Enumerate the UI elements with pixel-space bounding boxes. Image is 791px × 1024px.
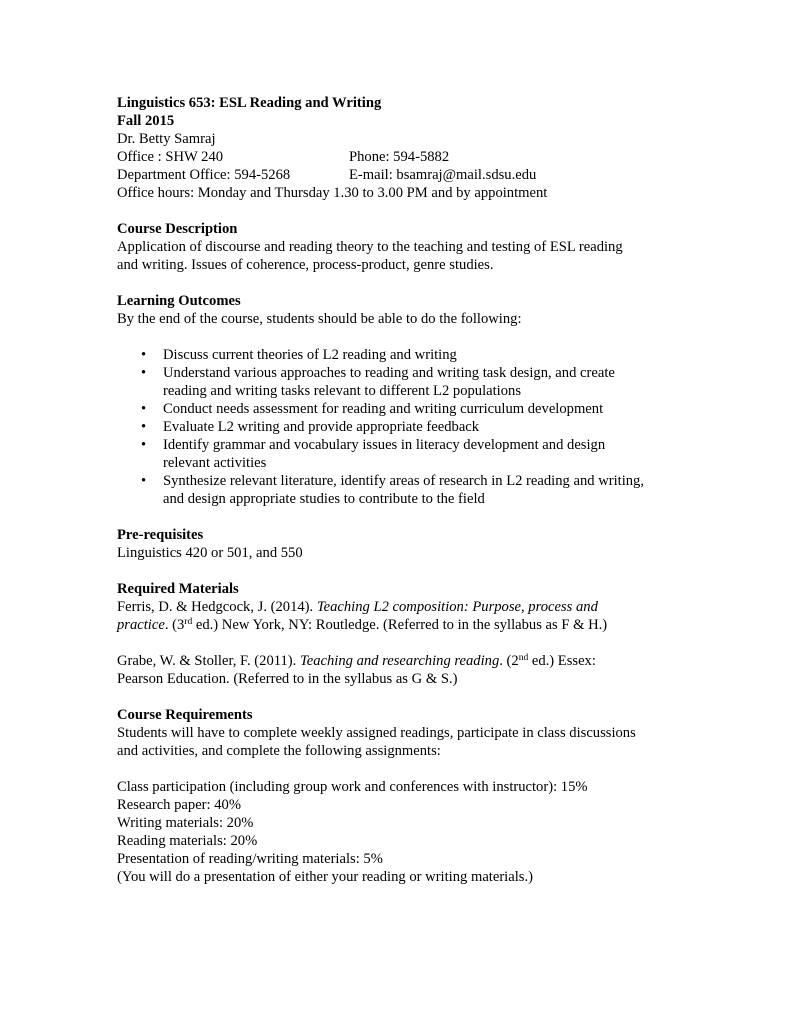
learning-outcomes-intro: By the end of the course, students should be able to do the following:	[117, 311, 522, 327]
reference-grabe-line1: Grabe, W. & Stoller, F. (2011). Teaching and researching reading. (2nd ed.) Essex:	[117, 653, 596, 669]
reference-ferris-line1: Ferris, D. & Hedgcock, J. (2014). Teaching L2 composition: Purpose, process and	[117, 599, 598, 615]
outcome-item: • Identify grammar and vocabulary issues in literacy development and design relevant activities	[117, 436, 687, 472]
book-title: practice	[117, 617, 165, 633]
course-description-line: and writing. Issues of coherence, process-product, genre studies.	[117, 257, 494, 273]
reference-grabe-line2: Pearson Education. (Referred to in the syllabus as G & S.)	[117, 671, 458, 687]
office-location: Office : SHW 240	[117, 149, 224, 165]
outcome-item: • Discuss current theories of L2 reading and writing	[117, 346, 687, 364]
outcome-item: • Conduct needs assessment for reading and writing curriculum development	[117, 400, 687, 418]
learning-outcomes-heading: Learning Outcomes	[117, 293, 241, 309]
book-title: Teaching L2 composition: Purpose, process and	[316, 599, 598, 615]
prerequisites-heading: Pre-requisites	[117, 527, 204, 543]
dept-email-row	[117, 166, 687, 184]
course-requirements-line: and activities, and complete the following assignments:	[117, 743, 441, 759]
instructor-name: Dr. Betty Samraj	[117, 131, 216, 147]
grading-item: Writing materials: 20%	[117, 815, 254, 831]
course-title: Linguistics 653: ESL Reading and Writing	[117, 95, 382, 111]
grading-note: (You will do a presentation of either your reading or writing materials.)	[117, 869, 533, 885]
grading-item: Class participation (including group work and conferences with instructor): 15%	[117, 779, 588, 795]
reference-ferris-line2: practice. (3rd ed.) New York, NY: Routledge. (Referred to in the syllabus as F & H.)	[117, 617, 608, 633]
grading-item: Presentation of reading/writing materials: 5%	[117, 851, 383, 867]
office-hours: Office hours: Monday and Thursday 1.30 to 3.00 PM and by appointment	[117, 185, 548, 201]
required-materials-heading: Required Materials	[117, 581, 239, 597]
department-office: Department Office: 594-5268	[117, 167, 291, 183]
course-description-heading: Course Description	[117, 221, 238, 237]
outcome-item: • Evaluate L2 writing and provide appropriate feedback	[117, 418, 687, 436]
syllabus-content	[117, 94, 687, 886]
office-phone-row	[117, 148, 687, 166]
outcome-item: • Understand various approaches to reading and writing task design, and create reading and writing tasks relevant to different L2 populations	[117, 364, 687, 400]
outcome-item: • Synthesize relevant literature, identify areas of research in L2 reading and writing, and design appropriate studies to contribute to the field	[117, 472, 687, 508]
course-requirements-line: Students will have to complete weekly assigned readings, participate in class discussions	[117, 725, 636, 741]
book-title: Teaching and researching reading	[299, 653, 500, 669]
course-requirements-heading: Course Requirements	[117, 707, 253, 723]
term: Fall 2015	[117, 113, 175, 129]
course-description-line: Application of discourse and reading theory to the teaching and testing of ESL reading	[117, 239, 623, 255]
email: E-mail: bsamraj@mail.sdsu.edu	[349, 167, 537, 183]
phone: Phone: 594-5882	[349, 149, 450, 165]
prerequisites-text: Linguistics 420 or 501, and 550	[117, 545, 303, 561]
grading-item: Research paper: 40%	[117, 797, 241, 813]
learning-outcomes-list	[117, 346, 687, 508]
grading-item: Reading materials: 20%	[117, 833, 258, 849]
